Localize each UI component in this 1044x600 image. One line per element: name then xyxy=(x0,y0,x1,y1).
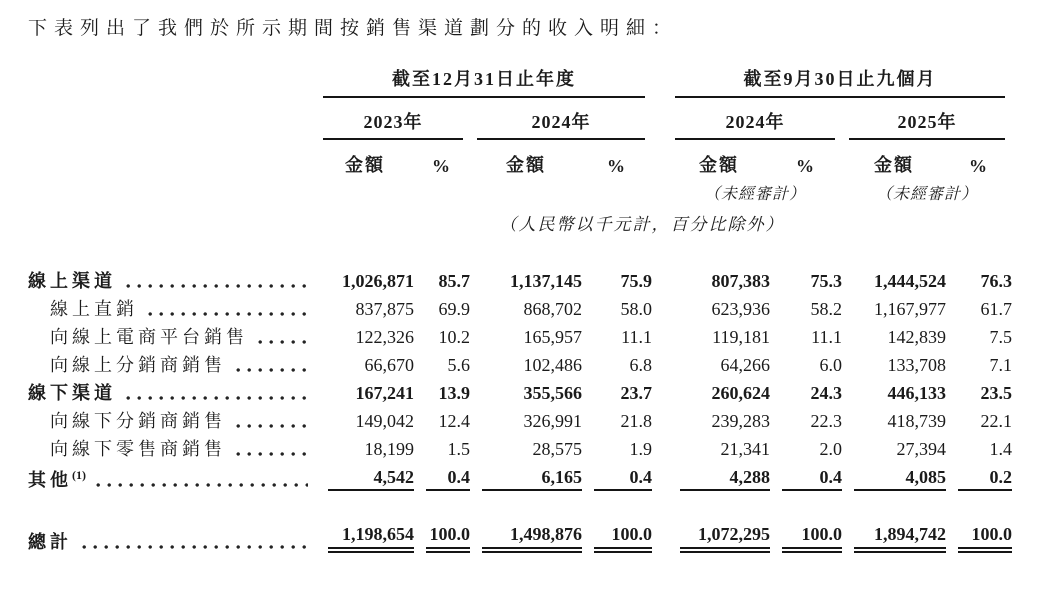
amount-cell: 807,383 xyxy=(711,271,770,291)
amount-cell: 149,042 xyxy=(355,411,414,431)
measure-row xyxy=(28,141,1012,179)
percent-column-header: % xyxy=(969,156,989,176)
amount-cell: 1,444,524 xyxy=(874,271,946,291)
column-spacer xyxy=(652,323,668,351)
year-cell xyxy=(316,99,470,141)
percent-cell: 58.2 xyxy=(810,299,842,319)
table-row xyxy=(28,379,1012,407)
row-label-text: 總計 xyxy=(28,532,72,552)
unaudited-row xyxy=(28,179,1012,205)
row-label-text: 線上直銷 xyxy=(50,299,138,319)
year-row xyxy=(28,99,1012,141)
row-label xyxy=(50,299,316,320)
amount-cell: 122,326 xyxy=(355,327,414,347)
percent-cell: 12.4 xyxy=(438,411,470,431)
row-label xyxy=(50,327,316,348)
row-label-text: 線下渠道 xyxy=(28,383,116,403)
percent-cell: 1.5 xyxy=(447,439,470,459)
amount-cell xyxy=(842,463,946,494)
year-header: 2025年 xyxy=(849,108,1005,140)
amount-cell: 27,394 xyxy=(896,439,946,459)
percent-cell xyxy=(582,463,652,494)
percent-cell: 69.9 xyxy=(438,299,470,319)
header-label-spacer xyxy=(28,141,316,179)
amount-cell xyxy=(668,463,770,494)
amount-cell: 21,341 xyxy=(720,439,770,459)
year-cell xyxy=(470,99,652,141)
amount-cell xyxy=(316,463,414,494)
amount-cell: 260,624 xyxy=(711,383,770,403)
amount-cell: 1,026,871 xyxy=(342,271,414,291)
row-label xyxy=(28,470,316,491)
column-spacer xyxy=(652,407,668,435)
year-header: 2023年 xyxy=(323,108,463,140)
amount-column-header: 金額 xyxy=(699,155,739,175)
amount-cell: 133,708 xyxy=(887,355,946,375)
header-empty-cell xyxy=(316,179,470,205)
amount-column-header: 金額 xyxy=(345,155,385,175)
year-cell xyxy=(668,99,842,141)
amount-cell: 66,670 xyxy=(364,355,414,375)
amount-cell: 18,199 xyxy=(364,439,414,459)
amount-cell: 418,739 xyxy=(887,411,946,431)
table-row xyxy=(28,323,1012,351)
amount-cell: 142,839 xyxy=(887,327,946,347)
row-label-text: 線上渠道 xyxy=(28,271,116,291)
amount-cell: 167,241 xyxy=(355,383,414,403)
percent-column-header: % xyxy=(432,156,452,176)
percent-cell: 24.3 xyxy=(810,383,842,403)
value-underline: 4,085 xyxy=(854,467,946,491)
percent-cell xyxy=(770,494,842,556)
percent-cell: 21.8 xyxy=(620,411,652,431)
percent-cell: 11.1 xyxy=(621,327,652,347)
header-label-spacer xyxy=(28,205,316,235)
value-underline: 0.4 xyxy=(782,467,842,491)
table-row xyxy=(28,235,1012,295)
percent-cell: 10.2 xyxy=(438,327,470,347)
column-spacer xyxy=(652,141,668,179)
row-label-cell xyxy=(28,323,316,351)
row-label-cell xyxy=(28,351,316,379)
row-label xyxy=(50,439,316,460)
amount-cell xyxy=(470,463,582,494)
amount-cell: 64,266 xyxy=(720,355,770,375)
column-spacer xyxy=(652,379,668,407)
footnote-ref: (1) xyxy=(72,468,86,482)
intro-text: 下表列出了我們於所示期間按銷售渠道劃分的收入明細： xyxy=(28,18,679,39)
unaudited-note: （未經審計） xyxy=(875,186,978,203)
amount-cell: 239,283 xyxy=(711,411,770,431)
dot-leader xyxy=(236,452,308,456)
column-spacer xyxy=(652,235,668,295)
row-label-cell xyxy=(28,295,316,323)
revenue-by-channel-table xyxy=(28,64,1012,556)
percent-cell: 7.1 xyxy=(989,355,1012,375)
percent-cell: 58.0 xyxy=(620,299,652,319)
percent-cell xyxy=(414,494,470,556)
row-label-text: 向線下零售商銷售 xyxy=(50,439,226,459)
unit-note: （人民幣以千元計，百分比除外） xyxy=(499,215,785,234)
period-group-cell xyxy=(316,64,652,99)
value-underline: 4,288 xyxy=(680,467,770,491)
percent-cell: 61.7 xyxy=(980,299,1012,319)
amount-cell: 326,991 xyxy=(523,411,582,431)
amount-column-header: 金額 xyxy=(506,155,546,175)
amount-cell: 446,133 xyxy=(887,383,946,403)
percent-column-header: % xyxy=(796,156,816,176)
row-label-text: 向線上分銷商銷售 xyxy=(50,355,226,375)
amount-cell: 102,486 xyxy=(523,355,582,375)
dot-leader xyxy=(148,312,308,316)
year-header: 2024年 xyxy=(675,108,835,140)
percent-cell: 6.0 xyxy=(819,355,842,375)
dot-leader xyxy=(82,545,308,549)
row-label-text: 向線上電商平台銷售 xyxy=(50,327,248,347)
column-spacer xyxy=(652,435,668,463)
table-header xyxy=(28,64,1012,235)
percent-cell: 76.3 xyxy=(980,271,1012,291)
percent-cell: 2.0 xyxy=(819,439,842,459)
dot-leader xyxy=(258,340,308,344)
value-underline: 1,198,654 xyxy=(328,524,414,553)
row-label-cell xyxy=(28,494,316,556)
row-label-text: 其他$^{(1)}$ xyxy=(28,468,86,490)
percent-cell: 1.4 xyxy=(989,439,1012,459)
percent-cell: 1.9 xyxy=(629,439,652,459)
amount-cell xyxy=(842,494,946,556)
row-label-cell xyxy=(28,379,316,407)
percent-cell: 75.3 xyxy=(810,271,842,291)
dot-leader xyxy=(126,396,308,400)
percent-cell: 75.9 xyxy=(620,271,652,291)
dot-leader xyxy=(96,483,308,487)
row-label-cell xyxy=(28,235,316,295)
table-row xyxy=(28,295,1012,323)
value-underline: 1,894,742 xyxy=(854,524,946,553)
amount-cell: 119,181 xyxy=(712,327,770,347)
dot-leader xyxy=(236,424,308,428)
percent-cell xyxy=(414,463,470,494)
percent-column-header: % xyxy=(607,156,627,176)
table-body xyxy=(28,235,1012,556)
period-group-row xyxy=(28,64,1012,99)
value-underline: 100.0 xyxy=(594,524,652,553)
value-underline: 100.0 xyxy=(958,524,1012,553)
amount-cell: 837,875 xyxy=(355,299,414,319)
percent-cell: 22.3 xyxy=(810,411,842,431)
percent-cell: 23.5 xyxy=(980,383,1012,403)
percent-cell: 13.9 xyxy=(438,383,470,403)
percent-cell: 11.1 xyxy=(811,327,842,347)
amount-cell: 355,566 xyxy=(523,383,582,403)
dot-leader xyxy=(236,368,308,372)
row-label xyxy=(50,411,316,432)
amount-cell xyxy=(470,494,582,556)
row-label xyxy=(28,383,316,404)
column-spacer xyxy=(652,179,668,205)
period-group-cell xyxy=(668,64,1012,99)
percent-cell xyxy=(946,463,1012,494)
dot-leader xyxy=(126,284,308,288)
period-group-header: 截至9月30日止九個月 xyxy=(675,65,1005,98)
percent-cell: 22.1 xyxy=(980,411,1012,431)
row-label xyxy=(50,355,316,376)
amount-cell: 1,137,145 xyxy=(510,271,582,291)
amount-cell xyxy=(668,494,770,556)
amount-column-header: 金額 xyxy=(874,155,914,175)
unaudited-note: （未經審計） xyxy=(703,186,806,203)
header-label-spacer xyxy=(28,179,316,205)
value-underline: 0.2 xyxy=(958,467,1012,491)
value-underline: 1,072,295 xyxy=(680,524,770,553)
amount-cell: 28,575 xyxy=(532,439,582,459)
amount-cell xyxy=(316,494,414,556)
row-label xyxy=(28,532,316,553)
column-spacer xyxy=(652,64,668,99)
percent-cell xyxy=(946,494,1012,556)
amount-cell: 165,957 xyxy=(523,327,582,347)
table-row xyxy=(28,351,1012,379)
unit-note-row xyxy=(28,205,1012,235)
percent-cell: 23.7 xyxy=(620,383,652,403)
percent-cell xyxy=(770,463,842,494)
column-spacer xyxy=(652,463,668,494)
table-row xyxy=(28,463,1012,494)
percent-cell xyxy=(582,494,652,556)
percent-cell: 6.8 xyxy=(629,355,652,375)
row-label-cell xyxy=(28,407,316,435)
header-label-spacer xyxy=(28,99,316,141)
percent-cell: 7.5 xyxy=(989,327,1012,347)
row-label-cell xyxy=(28,435,316,463)
header-empty-cell xyxy=(470,179,652,205)
value-underline: 1,498,876 xyxy=(482,524,582,553)
column-spacer xyxy=(652,99,668,141)
value-underline: 0.4 xyxy=(594,467,652,491)
amount-cell: 623,936 xyxy=(711,299,770,319)
value-underline: 100.0 xyxy=(426,524,470,553)
value-underline: 0.4 xyxy=(426,467,470,491)
header-label-spacer xyxy=(28,64,316,99)
row-label xyxy=(28,271,316,292)
total-row xyxy=(28,494,1012,556)
amount-cell: 868,702 xyxy=(523,299,582,319)
value-underline: 6,165 xyxy=(482,467,582,491)
row-label-cell xyxy=(28,463,316,494)
percent-cell: 5.6 xyxy=(447,355,470,375)
value-underline: 100.0 xyxy=(782,524,842,553)
table-row xyxy=(28,407,1012,435)
period-group-header: 截至12月31日止年度 xyxy=(323,65,645,98)
row-label-text: 向線下分銷商銷售 xyxy=(50,411,226,431)
percent-cell: 85.7 xyxy=(438,271,470,291)
column-spacer xyxy=(652,295,668,323)
column-spacer xyxy=(652,351,668,379)
year-header: 2024年 xyxy=(477,108,645,140)
year-cell xyxy=(842,99,1012,141)
amount-cell: 1,167,977 xyxy=(874,299,946,319)
table-row xyxy=(28,435,1012,463)
column-spacer xyxy=(652,494,668,556)
value-underline: 4,542 xyxy=(328,467,414,491)
